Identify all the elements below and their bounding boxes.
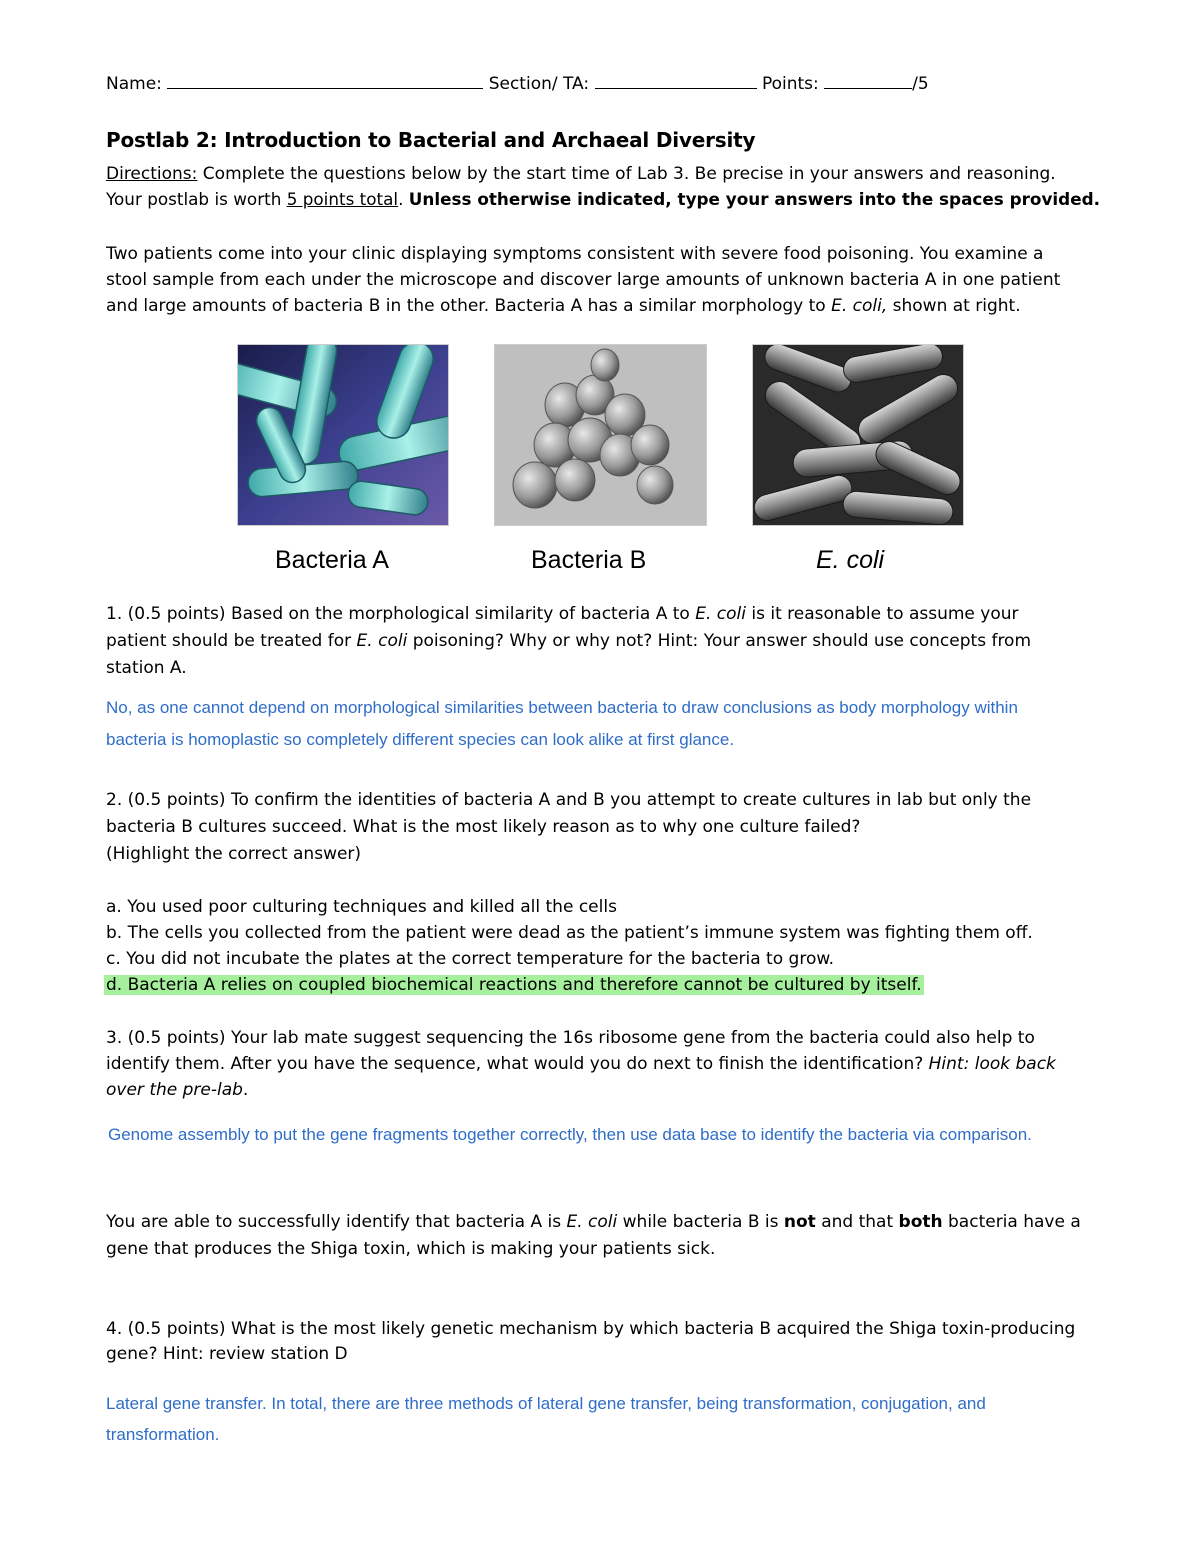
- q3-answer[interactable]: Genome assembly to put the gene fragments together correctly, then use data base to identify the bacteria via comparison.: [108, 1125, 1032, 1144]
- q1-points: (0.5 points): [127, 604, 226, 624]
- q2-points: (0.5 points): [127, 790, 226, 810]
- q2-option-b[interactable]: b. The cells you collected from the patient were dead as the patient’s immune system was fighting them off.: [106, 923, 1033, 943]
- directions-line-1: Directions: Complete the questions below by the start time of Lab 3. Be precise in your answers and reasoning.: [106, 164, 1056, 184]
- q1-line-2: patient should be treated for E. coli poisoning? Why or why not? Hint: Your answer should use concepts from: [106, 631, 1032, 651]
- scenario-line-3: and large amounts of bacteria B in the other. Bacteria A has a similar morphology to E. coli, shown at right.: [106, 296, 1021, 316]
- q2-line-3: (Highlight the correct answer): [106, 844, 362, 864]
- scenario-line-2: stool sample from each under the microscope and discover large amounts of unknown bacteria A in one patient: [106, 270, 1061, 290]
- q4-answer-line-2[interactable]: transformation.: [106, 1425, 220, 1444]
- directions-line-2: Your postlab is worth 5 points total. Unless otherwise indicated, type your answers into the spaces provided.: [106, 190, 1100, 210]
- q4-line-1: 4. (0.5 points) What is the most likely genetic mechanism by which bacteria B acquired the Shiga toxin-producing: [106, 1319, 1076, 1339]
- name-label: Name:: [106, 74, 162, 94]
- q1-answer-line-2[interactable]: bacteria is homoplastic so completely different species can look alike at first glance.: [106, 730, 735, 749]
- points-total: /5: [912, 74, 929, 94]
- name-blank[interactable]: [167, 72, 483, 89]
- q4-line-2: gene? Hint: review station D: [106, 1344, 348, 1364]
- points-label: Points:: [761, 74, 819, 94]
- section-label: Section/ TA:: [488, 74, 590, 94]
- statement-line-1: You are able to successfully identify that bacteria A is E. coli while bacteria B is not and that both bacteria have a: [106, 1212, 1081, 1232]
- q4-answer-line-1[interactable]: Lateral gene transfer. In total, there are three methods of lateral gene transfer, being transformation, conjugation, and: [106, 1394, 986, 1413]
- scenario-line-1: Two patients come into your clinic displaying symptoms consistent with severe food poisoning. You examine a: [106, 244, 1044, 264]
- q2-line-1: 2. (0.5 points) To confirm the identities of bacteria A and B you attempt to create cultures in lab but only the: [106, 790, 1032, 810]
- q2-option-d[interactable]: [104, 972, 924, 998]
- q3-points: (0.5 points): [127, 1028, 226, 1048]
- bacteria-a-image: [237, 344, 449, 526]
- directions-label: Directions:: [106, 164, 198, 184]
- bacteria-b-image: [494, 344, 707, 526]
- q1-answer-line-1[interactable]: No, as one cannot depend on morphological similarities between bacteria to draw conclusions as body morphology within: [106, 698, 1018, 717]
- section-blank[interactable]: [595, 72, 757, 89]
- e-coli-image: [752, 344, 964, 526]
- points-blank[interactable]: [824, 72, 912, 89]
- q3-line-1: 3. (0.5 points) Your lab mate suggest sequencing the 16s ribosome gene from the bacteria could also help to: [106, 1028, 1035, 1048]
- q3-line-3: over the pre-lab.: [106, 1080, 249, 1100]
- q1-line-3: station A.: [106, 658, 187, 678]
- q2-line-2: bacteria B cultures succeed. What is the most likely reason as to why one culture failed?: [106, 817, 861, 837]
- caption-bacteria-b: Bacteria B: [531, 546, 647, 574]
- q2-option-a[interactable]: a. You used poor culturing techniques and killed all the cells: [106, 897, 617, 917]
- caption-e-coli: E. coli: [816, 546, 885, 574]
- q2-option-d-highlight: d. Bacteria A relies on coupled biochemical reactions and therefore cannot be cultured by itself.: [106, 975, 922, 995]
- page-title: Postlab 2: Introduction to Bacterial and Archaeal Diversity: [106, 128, 756, 152]
- points-phrase: 5 points total: [286, 190, 399, 210]
- q2-option-c[interactable]: c. You did not incubate the plates at the correct temperature for the bacteria to grow.: [106, 949, 835, 969]
- q4-points: (0.5 points): [127, 1319, 226, 1339]
- q1-line-1: 1. (0.5 points) Based on the morphological similarity of bacteria A to E. coli is it reasonable to assume your: [106, 604, 1019, 624]
- bold-instruction: Unless otherwise indicated, type your answers into the spaces provided.: [408, 190, 1100, 210]
- q3-line-2: identify them. After you have the sequence, what would you do next to finish the identification? Hint: look back: [106, 1054, 1056, 1074]
- header-fields: [106, 72, 929, 94]
- statement-line-2: gene that produces the Shiga toxin, which is making your patients sick.: [106, 1239, 716, 1259]
- caption-bacteria-a: Bacteria A: [275, 546, 389, 574]
